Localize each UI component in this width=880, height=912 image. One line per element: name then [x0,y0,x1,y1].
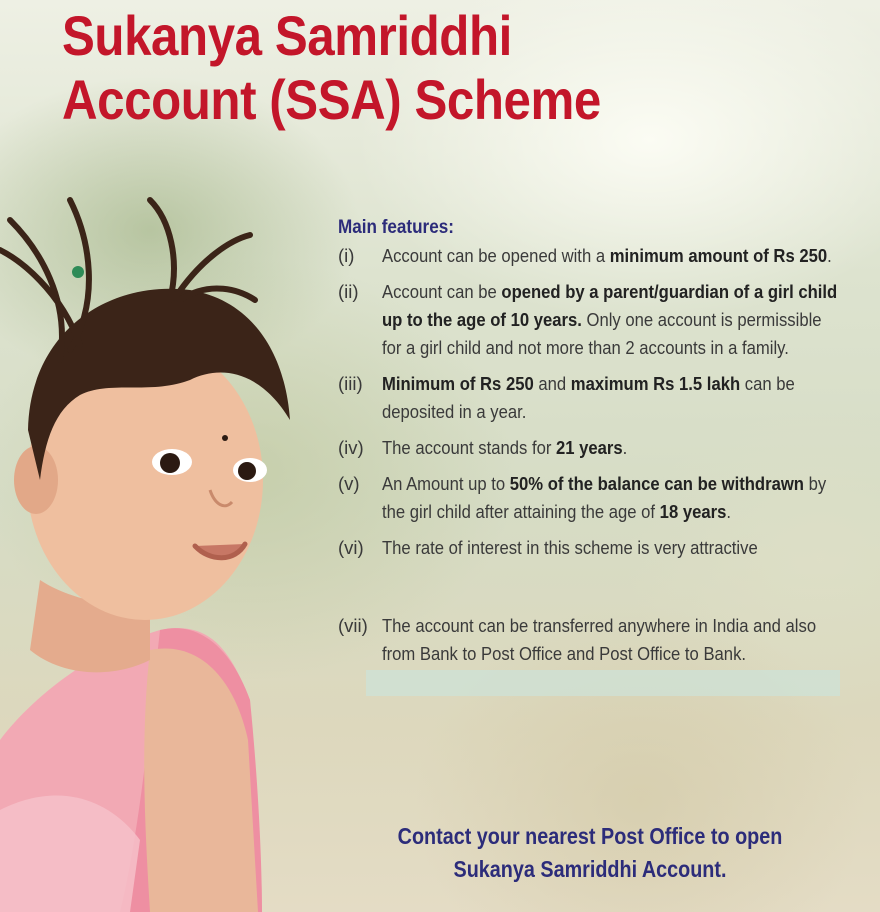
feature-item [338,278,838,362]
feature-text-segment: An Amount up to [382,473,510,494]
feature-text-bold: 18 years [659,501,727,522]
feature-text-bold: Minimum of Rs 250 [382,373,534,394]
feature-text-bold: 50% of the balance can be withdrawn [509,473,804,494]
feature-item [338,370,838,426]
features-list [338,242,838,668]
redacted-area [366,670,840,696]
feature-number: (iv) [338,437,364,458]
feature-number: (v) [338,473,360,494]
feature-item [338,534,838,562]
feature-text-bold: maximum Rs 1.5 lakh [570,373,741,394]
feature-number: (ii) [338,281,359,302]
feature-text-segment: Only one account is permissible for a girl child and not more than 2 accounts in a family. [382,309,822,358]
feature-text-segment: . [827,245,832,266]
feature-text [382,278,838,362]
contact-note [340,820,840,886]
title-line-2: Account (SSA) Scheme [62,68,601,131]
feature-number: (vii) [338,615,368,636]
feature-text-segment: can be deposited in a year. [382,373,795,422]
feature-number: (iii) [338,373,363,394]
page-title [62,4,731,132]
girl-child-photo [0,180,380,912]
feature-text-bold: opened by a parent/guardian of a girl child up to the age of 10 years. [382,281,838,330]
features-section [338,214,838,668]
feature-text-segment: The account stands for [382,437,557,458]
feature-text-bold: minimum amount of Rs 250 [609,245,828,266]
feature-text [382,470,838,526]
feature-text [382,434,838,462]
feature-text-segment: The rate of interest in this scheme is very attractive [382,537,758,558]
feature-text [382,534,838,562]
feature-item [338,242,838,270]
features-heading: Main features: [338,217,454,238]
contact-line-1: Contact your nearest Post Office to open [397,823,783,849]
feature-text-segment: by the girl child after attaining the age of [382,473,827,522]
feature-text [382,242,838,270]
feature-item [338,470,838,526]
feature-text-segment: Account can be opened with a [382,245,610,266]
feature-item [338,612,838,668]
contact-line-2: Sukanya Samriddhi Account. [453,856,727,882]
feature-item [338,434,838,462]
feature-number: (vi) [338,537,364,558]
title-line-1: Sukanya Samriddhi [62,4,512,67]
feature-text-segment: . [726,501,731,522]
feature-number: (i) [338,245,355,266]
feature-text [382,612,838,668]
feature-text-bold: 21 years [556,437,623,458]
feature-text [382,370,838,426]
feature-text-segment: The account can be transferred anywhere in India and also from Bank to Post Office and Post Office to Bank. [382,615,817,664]
feature-text-segment: . [622,437,628,458]
feature-text-segment: Account can be [382,281,502,302]
feature-text-segment: and [533,373,571,394]
